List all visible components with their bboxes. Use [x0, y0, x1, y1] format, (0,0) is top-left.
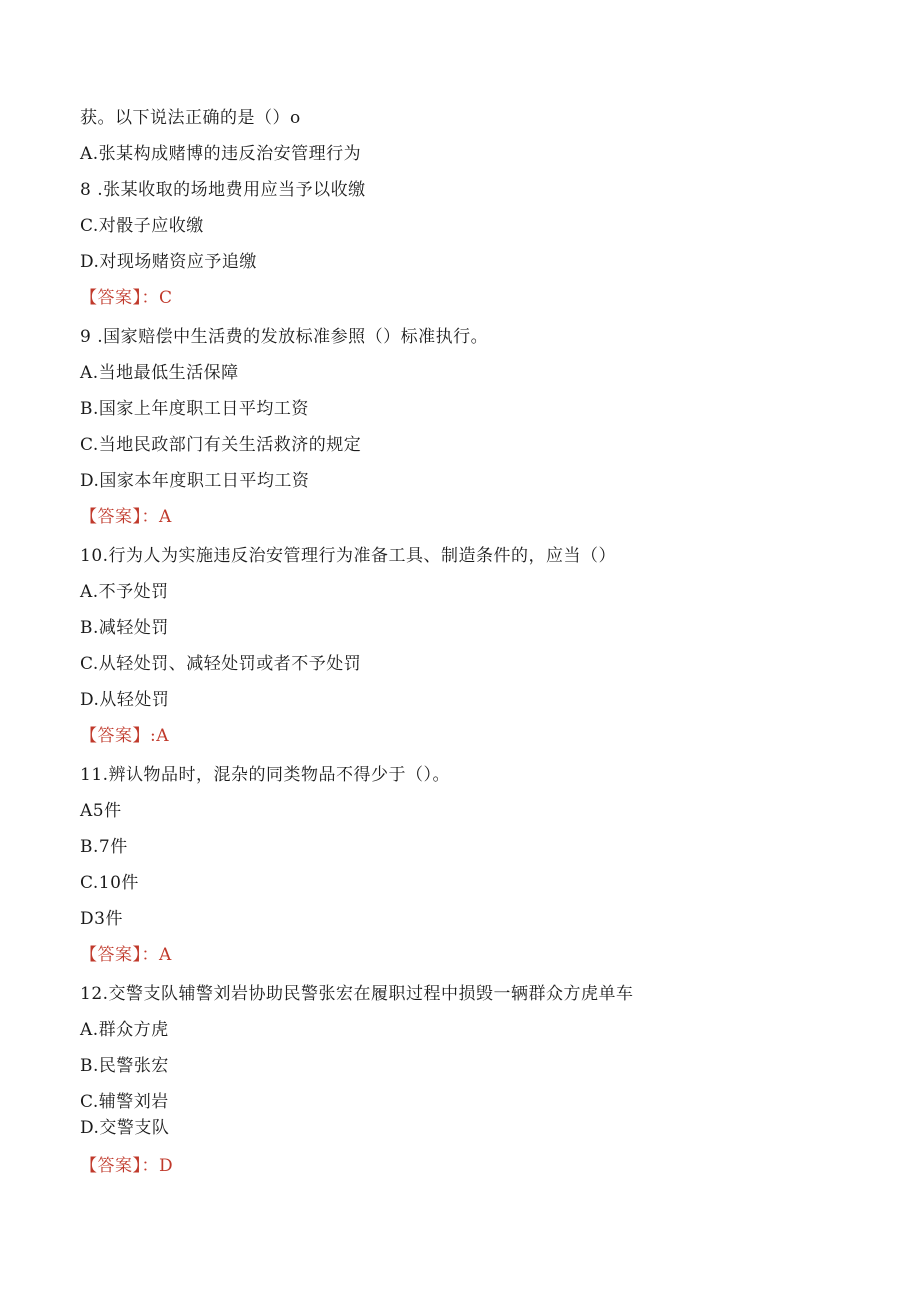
option-c: C.从轻处罚、减轻处罚或者不予处罚 — [80, 654, 362, 674]
answer-value: A — [159, 945, 172, 965]
option-a: A.不予处罚 — [80, 582, 169, 602]
option-b: B.减轻处罚 — [80, 618, 169, 638]
question-text-continuation: 获。以下说法正确的是（）o — [80, 108, 301, 128]
question-10: 10.行为人为实施违反治安管理行为准备工具、制造条件的，应当（） — [80, 546, 617, 566]
answer-separator: ： — [141, 288, 159, 308]
answer-value: C — [159, 288, 173, 308]
answer-separator: ： — [141, 1156, 159, 1176]
option-d: D.从轻处罚 — [80, 690, 170, 710]
answer-line — [80, 725, 169, 747]
option-a: A.当地最低生活保障 — [80, 363, 239, 383]
answer-label: 【答案】 — [80, 1156, 142, 1176]
option-b: B.7件 — [80, 837, 128, 857]
option-b: B.国家上年度职工日平均工资 — [80, 399, 309, 419]
answer-line — [80, 1155, 173, 1177]
option-a: A5件 — [80, 801, 122, 821]
answer-line — [80, 287, 173, 309]
option-b: 8 .张某收取的场地费用应当予以收缴 — [80, 180, 366, 200]
answer-separator: : — [150, 726, 157, 746]
question-12: 12.交警支队辅警刘岩协助民警张宏在履职过程中损毁一辆群众方虎单车 — [80, 984, 634, 1004]
option-d: D3件 — [80, 909, 123, 929]
option-c: C.10件 — [80, 873, 139, 893]
option-d: D.交警支队 — [80, 1118, 170, 1138]
option-d: D.对现场赌资应予追缴 — [80, 252, 257, 272]
answer-label: 【答案】 — [80, 507, 142, 527]
answer-value: A — [156, 726, 170, 746]
option-a: A.群众方虎 — [80, 1020, 169, 1040]
answer-label: 【答案】 — [80, 726, 150, 746]
answer-label: 【答案】 — [80, 288, 142, 308]
question-11: 11.辨认物品时，混杂的同类物品不得少于（）。 — [80, 765, 451, 785]
option-c: C.对骰子应收缴 — [80, 216, 204, 236]
question-9: 9 .国家赔偿中生活费的发放标准参照（）标准执行。 — [80, 327, 489, 347]
answer-value: A — [159, 507, 172, 527]
answer-line — [80, 944, 172, 966]
answer-line — [80, 506, 172, 528]
answer-separator: ： — [141, 945, 159, 965]
option-a: A.张某构成赌博的违反治安管理行为 — [80, 144, 362, 164]
option-d: D.国家本年度职工日平均工资 — [80, 471, 310, 491]
option-c: C.辅警刘岩 — [80, 1092, 169, 1112]
answer-value: D — [159, 1156, 174, 1176]
option-b: B.民警张宏 — [80, 1056, 169, 1076]
option-c: C.当地民政部门有关生活救济的规定 — [80, 435, 362, 455]
answer-label: 【答案】 — [80, 945, 142, 965]
answer-separator: ： — [141, 507, 159, 527]
